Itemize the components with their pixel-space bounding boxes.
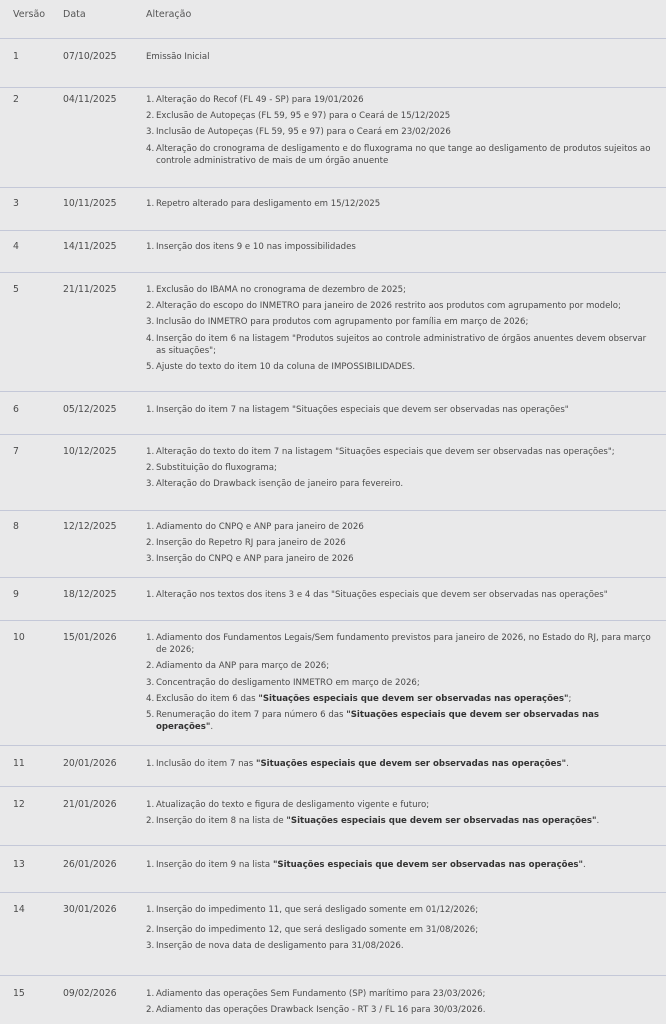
change-item: 1. Adiamento do CNPQ e ANP para janeiro de 2026 (146, 522, 364, 532)
change-item: 2. Adiamento da ANP para março de 2026; (146, 661, 330, 672)
change-item: 2. Inserção do impedimento 12, que será desligado somente em 31/08/2026; (146, 925, 479, 936)
table-row (0, 787, 666, 846)
table-row (0, 273, 666, 392)
table-header (0, 0, 666, 39)
change-item: 3. Inserção do CNPQ e ANP para janeiro de 2026 (146, 554, 354, 565)
table-row (0, 976, 666, 1024)
change-list (146, 988, 656, 1020)
change-item: 2. Exclusão de Autopeças (FL 59, 95 e 97) para o Ceará de 15/12/2025 (146, 111, 451, 122)
table-row (0, 846, 666, 893)
change-item: Emissão Inicial (146, 52, 210, 62)
change-item: 1. Alteração do Recof (FL 49 - SP) para 19/01/2026 (146, 95, 364, 105)
table-row (0, 621, 666, 746)
change-list (146, 859, 656, 875)
change-item: 3. Inserção de nova data de desligamento para 31/08/2026. (146, 941, 404, 952)
change-item: 1. Inserção do item 7 na listagem "Situações especiais que devem ser observadas nas operações" (146, 405, 569, 415)
table-row (0, 231, 666, 273)
change-list (146, 94, 656, 171)
date-cell: 09/02/2026 (63, 988, 117, 999)
table-row (0, 435, 666, 511)
change-list (146, 521, 656, 570)
version-cell: 6 (13, 404, 19, 415)
table-row (0, 392, 666, 435)
version-cell: 9 (13, 589, 19, 600)
change-list (146, 632, 656, 737)
date-cell: 05/12/2025 (63, 404, 117, 415)
table-row (0, 511, 666, 578)
change-item: 4. Exclusão do item 6 das "Situações especiais que devem ser observadas nas operações"; (146, 693, 572, 704)
date-cell: 21/11/2025 (63, 284, 117, 295)
change-item: 1. Adiamento dos Fundamentos Legais/Sem fundamento previstos para janeiro de 2026, no Estado do RJ, para março de 2026; (146, 633, 651, 656)
date-cell: 30/01/2026 (63, 904, 117, 915)
change-item: 1. Alteração nos textos dos itens 3 e 4 das "Situações especiais que devem ser observadas nas operações" (146, 590, 608, 600)
change-item: 2. Alteração do escopo do INMETRO para janeiro de 2026 restrito aos produtos com agrupamento por modelo; (146, 301, 621, 312)
change-list (146, 284, 656, 377)
change-list (146, 404, 656, 420)
version-cell: 1 (13, 51, 19, 62)
change-item: 1. Repetro alterado para desligamento em 15/12/2025 (146, 199, 381, 209)
table-row (0, 893, 666, 976)
date-cell: 12/12/2025 (63, 521, 117, 532)
change-item: 3. Concentração do desligamento INMETRO em março de 2026; (146, 677, 420, 688)
change-item: 1. Alteração do texto do item 7 na listagem "Situações especiais que devem ser observadas nas operações"; (146, 447, 615, 457)
change-list (146, 51, 656, 67)
date-cell: 21/01/2026 (63, 799, 117, 810)
change-item: 5. Renumeração do item 7 para número 6 das "Situações especiais que devem ser observadas nas operações". (146, 710, 600, 733)
version-cell: 8 (13, 521, 19, 532)
change-item: 1. Inserção do impedimento 11, que será desligado somente em 01/12/2026; (146, 905, 479, 915)
change-list (146, 904, 656, 957)
version-cell: 4 (13, 241, 19, 252)
table-row (0, 578, 666, 621)
change-item: 4. Inserção do item 6 na listagem "Produtos sujeitos ao controle administrativo de órgãos anuentes devem observar as situações"; (146, 333, 647, 356)
table-row (0, 88, 666, 188)
date-cell: 10/12/2025 (63, 446, 117, 457)
date-cell: 07/10/2025 (63, 51, 117, 62)
date-cell: 04/11/2025 (63, 94, 117, 105)
version-cell: 7 (13, 446, 19, 457)
date-cell: 15/01/2026 (63, 632, 117, 643)
change-list (146, 758, 656, 774)
table-row (0, 39, 666, 88)
date-cell: 20/01/2026 (63, 758, 117, 769)
change-list (146, 446, 656, 495)
change-item: 1. Inclusão do item 7 nas "Situações especiais que devem ser observadas nas operações". (146, 759, 569, 769)
version-cell: 5 (13, 284, 19, 295)
change-item: 1. Inserção dos itens 9 e 10 nas impossibilidades (146, 242, 356, 252)
table-row (0, 188, 666, 231)
version-cell: 12 (13, 799, 25, 810)
change-item: 2. Adiamento das operações Drawback Isenção - RT 3 / FL 16 para 30/03/2026. (146, 1005, 486, 1016)
change-item: 4. Alteração do cronograma de desligamento e do fluxograma no que tange ao desligamento de produtos sujeitos ao controle administrativo de mais de um órgão anuente (146, 143, 651, 166)
version-cell: 11 (13, 758, 25, 769)
change-item: 3. Alteração do Drawback isenção de janeiro para fevereiro. (146, 479, 404, 490)
change-list (146, 241, 656, 257)
change-item: 3. Inclusão do INMETRO para produtos com agrupamento por família em março de 2026; (146, 317, 529, 328)
version-cell: 2 (13, 94, 19, 105)
date-cell: 18/12/2025 (63, 589, 117, 600)
version-cell: 14 (13, 904, 25, 915)
change-item: 1. Adiamento das operações Sem Fundamento (SP) marítimo para 23/03/2026; (146, 989, 486, 999)
version-cell: 13 (13, 859, 25, 870)
change-item: 1. Atualização do texto e figura de desligamento vigente e futuro; (146, 800, 430, 810)
change-item: 2. Inserção do item 8 na lista de "Situações especiais que devem ser observadas nas operações". (146, 816, 600, 827)
version-cell: 10 (13, 632, 25, 643)
header-change: Alteração (146, 9, 192, 20)
change-item: 5. Ajuste do texto do item 10 da coluna de IMPOSSIBILIDADES. (146, 362, 416, 373)
change-item: 2. Inserção do Repetro RJ para janeiro de 2026 (146, 538, 346, 549)
version-cell: 3 (13, 198, 19, 209)
change-list (146, 799, 656, 831)
change-list (146, 198, 656, 214)
change-item: 3. Inclusão de Autopeças (FL 59, 95 e 97) para o Ceará em 23/02/2026 (146, 127, 451, 138)
header-date: Data (63, 9, 86, 20)
change-list (146, 589, 656, 605)
date-cell: 26/01/2026 (63, 859, 117, 870)
header-version: Versão (13, 9, 46, 20)
date-cell: 14/11/2025 (63, 241, 117, 252)
date-cell: 10/11/2025 (63, 198, 117, 209)
change-item: 2. Substituição do fluxograma; (146, 463, 277, 474)
change-item: 1. Inserção do item 9 na lista "Situações especiais que devem ser observadas nas operações". (146, 860, 586, 870)
change-item: 1. Exclusão do IBAMA no cronograma de dezembro de 2025; (146, 285, 406, 295)
version-cell: 15 (13, 988, 25, 999)
table-row (0, 746, 666, 787)
